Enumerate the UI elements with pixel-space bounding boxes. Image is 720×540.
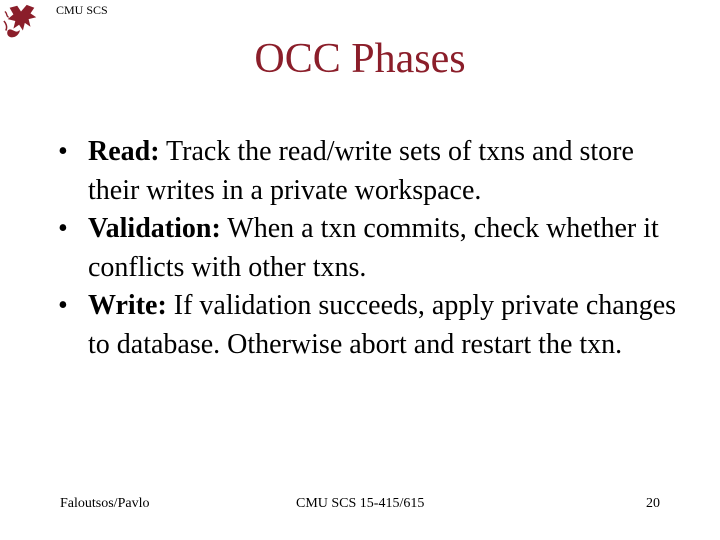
page-number: 20 bbox=[646, 496, 660, 511]
bullet-marker: • bbox=[58, 290, 68, 321]
org-label: CMU SCS bbox=[56, 3, 108, 17]
bullet-text: If validation succeeds, apply private changes to database. Otherwise abort and restart the txn. bbox=[88, 290, 677, 360]
bullet-text: Track the read/write sets of txns and store their writes in a private workspace. bbox=[88, 136, 634, 206]
bullet-marker: • bbox=[58, 213, 68, 244]
slide-title-text: OCC Phases bbox=[254, 36, 466, 82]
bullet-validation bbox=[58, 210, 678, 287]
bullet-text: When a txn commits, check whether it conflicts with other txns. bbox=[88, 213, 659, 283]
bullet-term: Write: bbox=[88, 290, 167, 321]
bullet-list bbox=[58, 133, 678, 364]
bullet-write bbox=[58, 287, 678, 364]
footer-course: CMU SCS 15-415/615 bbox=[296, 496, 425, 511]
bullet-term: Read: bbox=[88, 136, 160, 167]
footer-authors: Faloutsos/Pavlo bbox=[60, 496, 150, 511]
bullet-term: Validation: bbox=[88, 213, 221, 244]
bullet-marker: • bbox=[58, 136, 68, 167]
slide-title bbox=[0, 32, 720, 86]
bullet-read bbox=[58, 133, 678, 210]
